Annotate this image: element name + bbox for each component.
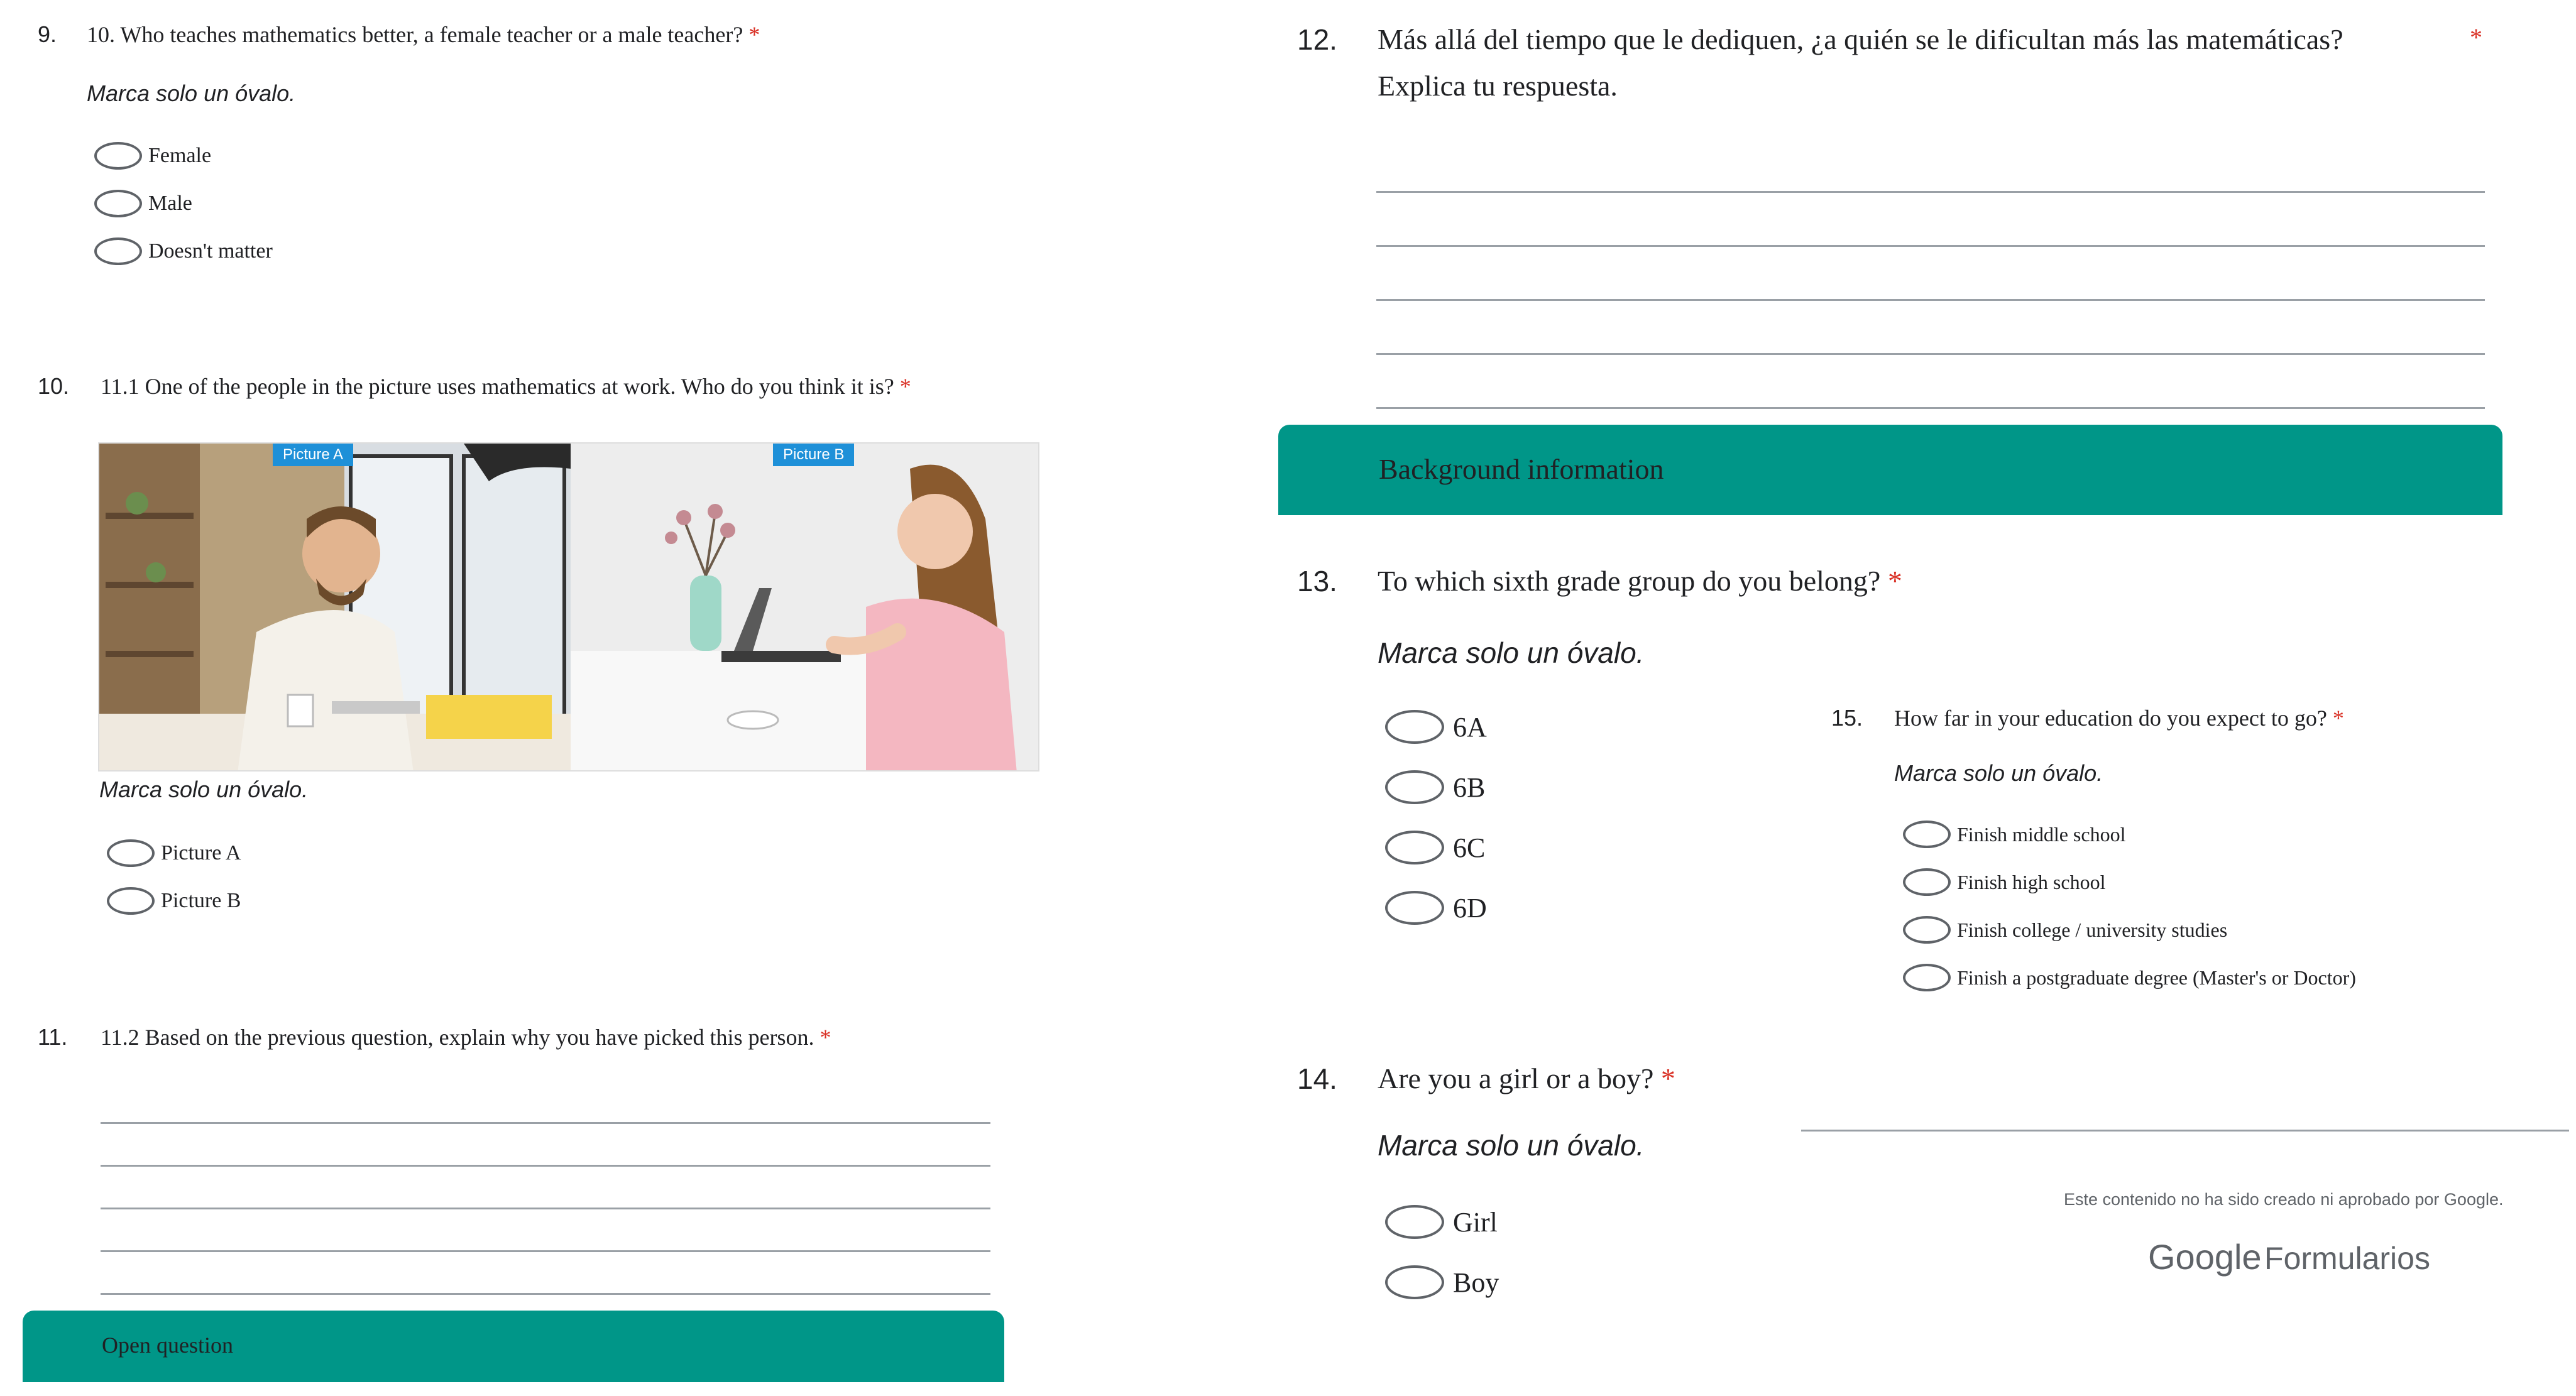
option-finish-postgraduate[interactable] <box>1903 964 2356 991</box>
instruction: Marca solo un óvalo. <box>99 777 309 802</box>
instruction: Marca solo un óvalo. <box>1378 1129 1645 1162</box>
option-label: Finish a postgraduate degree (Master's or Doctor) <box>1957 966 2356 989</box>
instruction: Marca solo un óvalo. <box>1894 760 2103 786</box>
option-label: Female <box>148 144 212 167</box>
answer-line <box>1376 407 2485 409</box>
radio-oval[interactable] <box>1385 891 1444 925</box>
question-number: 12. <box>1297 23 1337 56</box>
picture-b-tag: Picture B <box>773 444 854 466</box>
picture-b <box>571 444 1039 772</box>
required-asterisk: * <box>2332 706 2344 731</box>
option-6c[interactable] <box>1385 831 1485 864</box>
option-label: Male <box>148 192 192 215</box>
radio-oval[interactable] <box>94 142 142 170</box>
question-text: Are you a girl or a boy? <box>1378 1062 1654 1094</box>
question-title <box>87 21 760 48</box>
question-title <box>101 1024 831 1050</box>
option-6b[interactable] <box>1385 770 1485 804</box>
answer-line <box>101 1165 990 1167</box>
instruction: Marca solo un óvalo. <box>87 80 296 106</box>
picture-a-tag: Picture A <box>273 444 353 466</box>
radio-oval[interactable] <box>1903 916 1951 944</box>
answer-line <box>101 1250 990 1252</box>
question-text-line2: Explica tu respuesta. <box>1378 70 1618 102</box>
option-finish-high-school[interactable] <box>1903 868 2105 896</box>
required-asterisk: * <box>2470 23 2482 52</box>
answer-line <box>101 1122 990 1124</box>
footer-disclaimer: Este contenido no ha sido creado ni aprobado por Google. <box>2064 1190 2504 1209</box>
instruction: Marca solo un óvalo. <box>1378 636 1645 669</box>
radio-oval[interactable] <box>1385 710 1444 744</box>
option-label: 6B <box>1453 772 1486 803</box>
option-label: Picture A <box>161 841 241 864</box>
option-girl[interactable] <box>1385 1205 1498 1239</box>
radio-oval[interactable] <box>1385 1265 1444 1299</box>
radio-oval[interactable] <box>1903 868 1951 896</box>
option-female[interactable] <box>94 142 211 170</box>
question-number: 11. <box>38 1024 68 1050</box>
option-label: 6A <box>1453 711 1487 743</box>
radio-oval[interactable] <box>1903 821 1951 848</box>
radio-oval[interactable] <box>1385 1205 1444 1239</box>
option-label: Finish high school <box>1957 870 2106 893</box>
option-picture-b[interactable] <box>107 887 241 915</box>
question-text-line1: Más allá del tiempo que le dediquen, ¿a quién se le dificultan más las matemáticas? <box>1378 23 2343 55</box>
footer-divider <box>1801 1130 2569 1132</box>
question-text: 10. Who teaches mathematics better, a female teacher or a male teacher? <box>87 22 743 47</box>
option-doesnt-matter[interactable] <box>94 237 273 265</box>
question-text: To which sixth grade group do you belong? <box>1378 565 1881 597</box>
brand-product: Formularios <box>2264 1241 2430 1276</box>
question-number: 13. <box>1297 565 1337 597</box>
required-asterisk: * <box>1887 565 1902 597</box>
required-asterisk: * <box>748 22 760 47</box>
option-6d[interactable] <box>1385 891 1487 925</box>
office-woman-illustration <box>571 444 1039 772</box>
option-label: 6D <box>1453 892 1487 924</box>
option-male[interactable] <box>94 190 192 217</box>
question-title <box>1378 564 1902 597</box>
question-text: How far in your education do you expect to go? <box>1894 706 2327 731</box>
radio-oval[interactable] <box>107 839 155 867</box>
question-text: 11.2 Based on the previous question, explain why you have picked this person. <box>101 1025 814 1050</box>
answer-line <box>101 1293 990 1295</box>
answer-line <box>1376 245 2485 247</box>
option-label: Boy <box>1453 1267 1499 1298</box>
question-number: 14. <box>1297 1062 1337 1095</box>
section-banner-open-question <box>23 1311 1004 1382</box>
question-number: 15. <box>1831 705 1863 731</box>
option-picture-a[interactable] <box>107 839 241 867</box>
option-6a[interactable] <box>1385 710 1487 744</box>
question-title <box>101 373 911 400</box>
brand-google: Google <box>2148 1237 2262 1277</box>
question-title <box>1894 705 2344 731</box>
radio-oval[interactable] <box>107 887 155 915</box>
option-label: Finish college / university studies <box>1957 918 2228 941</box>
option-label: Picture B <box>161 889 241 912</box>
section-banner-background <box>1278 425 2502 515</box>
answer-line <box>101 1208 990 1209</box>
radio-oval[interactable] <box>1385 831 1444 864</box>
section-title: Open question <box>102 1333 233 1358</box>
option-label: Girl <box>1453 1206 1498 1238</box>
radio-oval[interactable] <box>94 237 142 265</box>
radio-oval[interactable] <box>1903 964 1951 991</box>
picture-a <box>99 444 571 772</box>
option-boy[interactable] <box>1385 1265 1499 1299</box>
question-image <box>98 442 1039 772</box>
option-label: Finish middle school <box>1957 822 2126 846</box>
section-title: Background information <box>1379 453 1664 485</box>
option-finish-college[interactable] <box>1903 916 2227 944</box>
answer-line <box>1376 191 2485 193</box>
required-asterisk: * <box>899 374 911 399</box>
question-title <box>1378 1062 1675 1095</box>
option-finish-middle-school[interactable] <box>1903 821 2125 848</box>
option-label: Doesn't matter <box>148 239 273 263</box>
question-number: 10. <box>38 373 70 399</box>
question-number: 9. <box>38 21 57 47</box>
answer-line <box>1376 299 2485 301</box>
answer-line <box>1376 353 2485 355</box>
office-man-illustration <box>99 444 571 772</box>
option-label: 6C <box>1453 832 1486 863</box>
radio-oval[interactable] <box>94 190 142 217</box>
question-text: 11.1 One of the people in the picture uses mathematics at work. Who do you think it is? <box>101 374 894 399</box>
radio-oval[interactable] <box>1385 770 1444 804</box>
required-asterisk: * <box>1660 1062 1675 1094</box>
required-asterisk: * <box>819 1025 831 1050</box>
google-forms-logo[interactable] <box>2148 1236 2430 1277</box>
